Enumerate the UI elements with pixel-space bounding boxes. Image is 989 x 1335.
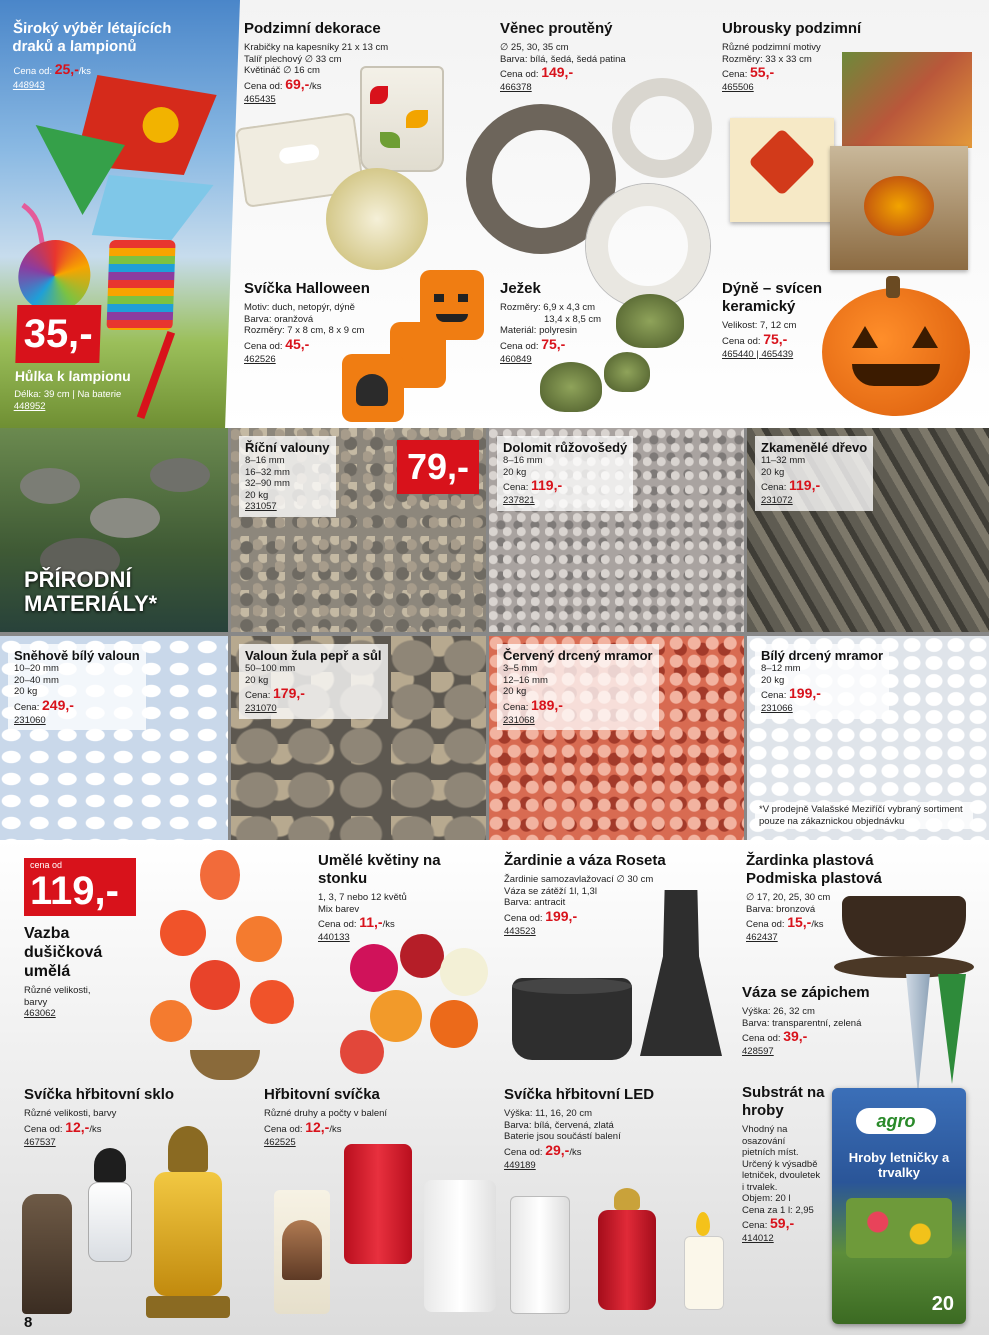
bag-brand: agro	[856, 1108, 936, 1134]
bag-text: Hroby letničky a trvalky	[848, 1150, 950, 1180]
led-line: Barva: bílá, červená, zlatá	[504, 1119, 614, 1131]
stone-tile-snehove	[0, 636, 228, 840]
stone-label: Říční valouny 8–16 mm 16–32 mm 32–90 mm 20 kg 231057	[239, 436, 336, 517]
jezek-line: Materiál: polyresin	[500, 325, 578, 336]
vazba-line: barvy	[24, 996, 48, 1008]
jezek-line: Rozměry: 6,9 x 4,3 cm	[500, 302, 596, 313]
dyne-code: 465440 | 465439	[722, 348, 794, 360]
vaza-zapich-block	[742, 984, 902, 1058]
napkin-image-1	[842, 52, 972, 148]
bag-volume: 20	[931, 1293, 954, 1315]
lantern-ball	[17, 240, 92, 312]
kites-price: Cena od: 25,-/ks	[13, 61, 92, 77]
substrat-line: letniček, dvouletek	[742, 1170, 821, 1181]
zardinka-price: Cena od: 15,-/ks	[746, 914, 824, 930]
halloween-line: Motiv: duch, netopýr, dýně	[244, 302, 355, 313]
stone-label: Sněhově bílý valoun 10–20 mm 20–40 mm 20 kg Cena: 249,- 231060	[8, 644, 146, 730]
stick-code: 448952	[13, 400, 46, 412]
stone-label: Valoun žula pepř a sůl 50–100 mm 20 kg Cena: 179,- 231070	[239, 644, 388, 719]
kites-title: Široký výběr létajících draků a lampionů	[12, 20, 172, 55]
venec-code: 466378	[500, 82, 532, 93]
napkin-image-3	[830, 146, 968, 270]
led-title: Svíčka hřbitovní LED	[504, 1086, 655, 1103]
svicka-sklo-line: Různé velikosti, barvy	[24, 1108, 117, 1119]
stone-label: Červený drcený mramor 3–5 mm 12–16 mm 20 kg Cena: 189,- 231068	[497, 644, 659, 730]
bottom-section	[0, 840, 989, 1335]
halloween-code: 462526	[244, 353, 276, 365]
substrat-line: i trvalek.	[742, 1181, 778, 1193]
ubrousky-code: 465506	[722, 82, 754, 93]
vazba-line: Různé velikosti,	[24, 985, 91, 996]
stick-info	[14, 368, 216, 412]
kvetiny-code: 440133	[318, 932, 350, 943]
led-candle-white-image	[510, 1196, 570, 1314]
kvetiny-block	[318, 852, 488, 944]
dyne-title: Dýně – svícen keramický	[722, 280, 823, 315]
kvetiny-line: 1, 3, 7 nebo 12 květů	[318, 892, 407, 903]
zardinka-line: Barva: bronzová	[746, 903, 816, 915]
venec-title: Věnec proutěný	[500, 20, 613, 37]
halloween-price: Cena od: 45,-	[244, 335, 310, 352]
vaza-zapich-title: Váza se zápichem	[742, 984, 870, 1001]
prirodni-tile	[0, 428, 228, 632]
halloween-block	[244, 280, 404, 365]
stone-tile-dolomit	[489, 428, 744, 632]
roseta-planter-image	[512, 978, 632, 1060]
dekorace-line: Talíř plechový ∅ 33 cm	[244, 53, 342, 65]
vazba-title: Vazba dušičková umělá	[24, 925, 103, 980]
stone-label: Dolomit růžovošedý 8–16 mm 20 kg Cena: 119,- 237821	[497, 436, 633, 511]
vaza-zapich-code: 428597	[742, 1046, 774, 1057]
vazba-badge-label: cena od	[30, 860, 63, 870]
lantern-cylinder	[106, 240, 175, 330]
napkin-image-2	[730, 118, 834, 222]
dekorace-line: Krabičky na kapesníky 21 x 13 cm	[244, 42, 389, 53]
stick-detail: Délka: 39 cm | Na baterie	[14, 389, 122, 400]
kvetiny-title: Umělé květiny na stonku	[318, 852, 441, 887]
dekorace-code: 465435	[244, 93, 276, 105]
jezek-block	[500, 280, 630, 365]
stone-tile-bily	[747, 636, 989, 840]
substrat-bag-image	[832, 1088, 966, 1324]
led-block	[504, 1086, 704, 1171]
stone-tile-zula	[231, 636, 486, 840]
glass-lantern-brown-image	[22, 1194, 72, 1314]
ubrousky-line: Různé podzimní motivy	[722, 42, 821, 53]
substrat-price: Cena: 59,-	[742, 1215, 795, 1231]
stone-label: Bílý drcený mramor 8–12 mm 20 kg Cena: 199,- 231066	[755, 644, 889, 719]
substrat-line: pietních míst.	[742, 1147, 799, 1158]
vazba-code: 463062	[24, 1008, 56, 1019]
hrbitovni-line: Různé druhy a počty v balení	[264, 1108, 388, 1119]
stone-tile-cerveny	[489, 636, 744, 840]
page-number: 8	[24, 1314, 33, 1331]
roseta-line: Barva: antracit	[504, 897, 566, 908]
dyne-line: Velikost: 7, 12 cm	[722, 320, 797, 331]
wreath-white-small-image	[612, 78, 712, 178]
glass-lantern-white-image	[84, 1148, 136, 1264]
vazba-image	[140, 850, 310, 1086]
zardinka-code: 462437	[746, 932, 778, 943]
candle-saint-image	[274, 1190, 330, 1314]
venec-line: Barva: bílá, šedá, šedá patina	[500, 53, 626, 65]
led-price: Cena od: 29,-/ks	[504, 1141, 582, 1158]
kites-panel	[0, 0, 240, 428]
stones-section	[0, 428, 989, 840]
halloween-line: Rozměry: 7 x 8 cm, 8 x 9 cm	[244, 325, 365, 336]
stone-label: Zkamenělé dřevo 11–32 mm 20 kg Cena: 119,- 231072	[755, 436, 873, 511]
svicka-sklo-price: Cena od: 12,-/ks	[24, 1118, 102, 1135]
halloween-line: Barva: oranžová	[244, 313, 314, 325]
zardinka-line: ∅ 17, 20, 25, 30 cm	[746, 892, 831, 903]
ubrousky-price: Cena: 55,-	[722, 64, 775, 80]
svicka-sklo-title: Svíčka hřbitovní sklo	[24, 1086, 175, 1103]
dyne-price: Cena od: 75,-	[722, 330, 788, 347]
roseta-title: Žardinie a váza Roseta	[504, 852, 666, 869]
roseta-line: Žardinie samozavlažovací ∅ 30 cm	[504, 874, 654, 885]
vaza-zapich-line: Výška: 26, 32 cm	[742, 1006, 815, 1017]
svicka-sklo-code: 467537	[24, 1136, 56, 1148]
ubrousky-title: Ubrousky podzimní	[722, 20, 862, 37]
top-section	[0, 0, 989, 428]
substrat-block	[742, 1084, 846, 1245]
led-line: Výška: 11, 16, 20 cm	[504, 1108, 593, 1119]
halloween-candle-ghost-image	[342, 354, 404, 422]
vaza-zapich-price: Cena od: 39,-	[742, 1028, 808, 1044]
led-candle-red-image	[594, 1188, 660, 1314]
venec-price: Cena od: 149,-	[500, 64, 574, 80]
substrat-line: Vhodný na	[742, 1124, 788, 1135]
zardinka-image	[834, 896, 974, 982]
dekorace-plate-image	[326, 168, 428, 270]
substrat-code: 414012	[742, 1233, 774, 1244]
stick-price-badge: 35,-	[15, 305, 101, 363]
substrat-line: Určený k výsadbě	[742, 1158, 818, 1170]
roseta-price: Cena od: 199,-	[504, 907, 578, 924]
venec-line: ∅ 25, 30, 35 cm	[500, 42, 569, 53]
jezek-price: Cena od: 75,-	[500, 335, 566, 352]
candle-white-image	[424, 1180, 496, 1312]
vazba-price-badge	[24, 858, 136, 916]
vaza-zapich-image	[902, 974, 972, 1104]
hrbitovni-code: 462525	[264, 1136, 296, 1148]
vaza-zapich-line: Barva: transparentní, zelená	[742, 1017, 862, 1029]
led-code: 449189	[504, 1159, 536, 1171]
candle-red-image	[344, 1144, 412, 1264]
hrbitovni-price: Cena od: 12,-/ks	[264, 1118, 342, 1135]
zardinka-title: Žardinka plastová Podmiska plastová	[746, 852, 882, 887]
hedgehog-image-1	[616, 294, 684, 348]
glass-lantern-gold-image	[146, 1126, 230, 1322]
vazba-block	[24, 924, 134, 1020]
roseta-block	[504, 852, 734, 937]
substrat-line: osazování	[742, 1135, 786, 1147]
roseta-line: Váza se zátěží 1l, 1,3l	[504, 885, 597, 897]
kvetiny-line: Mix barev	[318, 903, 360, 915]
hedgehog-image-2	[540, 362, 602, 412]
substrat-title: Substrát na hroby	[742, 1084, 825, 1119]
dekorace-pot-image	[360, 66, 444, 172]
hedgehog-image-3	[604, 352, 650, 392]
footnote: *V prodejně Valašské Meziříčí vybraný sortiment pouze na zákaznickou objednávku	[755, 802, 973, 829]
led-line: Baterie jsou součástí balení	[504, 1131, 621, 1142]
substrat-line: Objem: 20 l	[742, 1193, 791, 1204]
vazba-badge-price: 119,-	[30, 869, 119, 913]
hrbitovni-title: Hřbitovní svíčka	[264, 1086, 380, 1103]
kvetiny-price: Cena od: 11,-/ks	[318, 914, 395, 930]
substrat-line: Cena za 1 l: 2,95	[742, 1204, 814, 1216]
kvetiny-image	[340, 934, 500, 1084]
kites-code: 448943	[12, 80, 45, 91]
jezek-title: Ježek	[500, 280, 541, 297]
pumpkin-image	[822, 288, 970, 416]
jezek-line: 13,4 x 8,5 cm	[544, 313, 602, 325]
ubrousky-line: Rozměry: 33 x 33 cm	[722, 53, 812, 65]
dekorace-price: Cena od: 69,-/ks	[244, 75, 322, 92]
hrbitovni-block	[264, 1086, 464, 1148]
dekorace-line: Květináč ∅ 16 cm	[244, 65, 320, 76]
ricni-price-badge: 79,-	[397, 440, 479, 494]
led-candle-flame-image	[682, 1212, 726, 1312]
stone-tile-ricni	[231, 428, 486, 632]
halloween-title: Svíčka Halloween	[244, 280, 370, 297]
roseta-code: 443523	[504, 925, 536, 937]
jezek-code: 460849	[500, 353, 532, 365]
kite-image	[11, 55, 238, 245]
dekorace-title: Podzimní dekorace	[244, 20, 381, 37]
stick-title: Hůlka k lampionu	[14, 368, 132, 384]
stone-tile-drevo	[747, 428, 989, 632]
prirodni-heading: PŘÍRODNÍ MATERIÁLY*	[24, 567, 158, 616]
